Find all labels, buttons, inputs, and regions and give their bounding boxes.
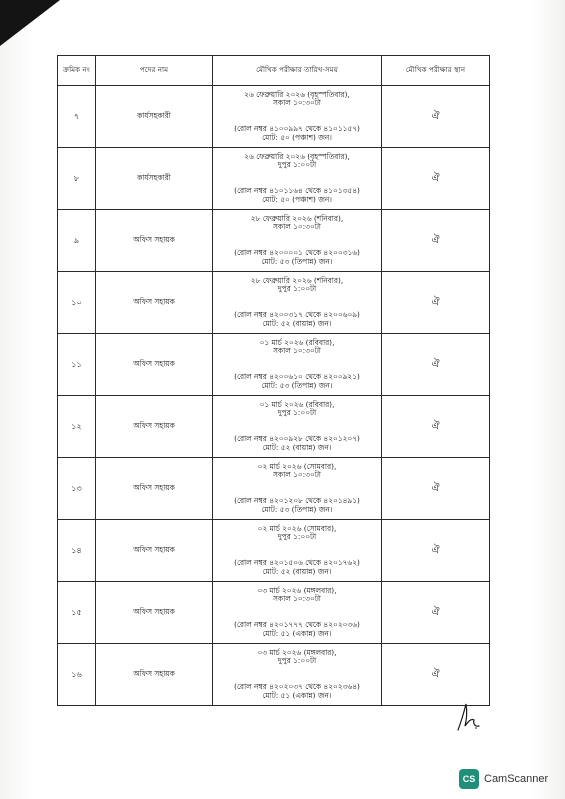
row-post: কার্যসহকারী bbox=[96, 86, 213, 148]
table-row bbox=[58, 644, 490, 706]
row-serial: ১২ bbox=[58, 396, 96, 458]
row-time: দুপুর ১:০০টা bbox=[277, 532, 317, 542]
row-time: সকাল ১০:৩০টা bbox=[273, 594, 321, 604]
row-venue: ঐ bbox=[382, 644, 490, 706]
row-datetime bbox=[213, 148, 382, 210]
row-date: ০৩ মার্চ ২০২৬ (মঙ্গলবার), bbox=[257, 647, 337, 657]
row-serial: ৮ bbox=[58, 148, 96, 210]
row-post: অফিস সহায়ক bbox=[96, 396, 213, 458]
row-date: ০২ মার্চ ২০২৬ (সোমবার), bbox=[257, 523, 337, 533]
row-date: ০১ মার্চ ২০২৬ (রবিবার), bbox=[259, 337, 335, 347]
row-time: সকাল ১০:৩০টা bbox=[273, 346, 321, 356]
row-time: সকাল ১০:৩০টা bbox=[273, 98, 321, 108]
row-post: অফিস সহায়ক bbox=[96, 272, 213, 334]
table-row bbox=[58, 520, 490, 582]
row-roll-range: (রোল নম্বর ৪২০০৩১৭ থেকে ৪২০০৬০৯) bbox=[234, 310, 360, 320]
camscanner-logo-icon: CS bbox=[459, 769, 479, 789]
row-venue: ঐ bbox=[382, 148, 490, 210]
row-time: দুপুর ১:০০টা bbox=[277, 160, 317, 170]
camscanner-name: CamScanner bbox=[484, 773, 549, 785]
row-post: অফিস সহায়ক bbox=[96, 582, 213, 644]
header-row bbox=[58, 56, 490, 86]
row-serial: ৯ bbox=[58, 210, 96, 272]
row-time: দুপুর ১:০০টা bbox=[277, 656, 317, 666]
row-post: কার্যসহকারী bbox=[96, 148, 213, 210]
table-row bbox=[58, 334, 490, 396]
row-roll-range: (রোল নম্বর ৪২০১২০৮ থেকে ৪২০১৪৯১) bbox=[234, 496, 360, 506]
row-date: ২৮ ফেব্রুয়ারি ২০২৬ (শনিবার), bbox=[250, 275, 344, 285]
row-datetime bbox=[213, 396, 382, 458]
row-total: মোট: ৫২ (বায়ান্ন) জন। bbox=[262, 442, 332, 452]
row-post: অফিস সহায়ক bbox=[96, 210, 213, 272]
table-row bbox=[58, 86, 490, 148]
row-total: মোট: ৫২ (বায়ান্ন) জন। bbox=[262, 318, 332, 328]
header-venue: মৌখিক পরীক্ষার স্থান bbox=[382, 56, 490, 86]
row-post: অফিস সহায়ক bbox=[96, 520, 213, 582]
row-total: মোট: ৫১ (একান্ন) জন। bbox=[262, 690, 332, 700]
row-roll-range: (রোল নম্বর ৪২০০৯২৮ থেকে ৪২০১২০৭) bbox=[234, 434, 360, 444]
row-datetime bbox=[213, 86, 382, 148]
handwritten-signature bbox=[452, 700, 482, 736]
camscanner-watermark bbox=[459, 769, 548, 789]
header-serial: ক্রমিক নং bbox=[58, 56, 96, 86]
row-date: ২৮ ফেব্রুয়ারি ২০২৬ (শনিবার), bbox=[250, 213, 344, 223]
row-roll-range: (রোল নম্বর ৪২০২০৩৭ থেকে ৪২০২৩৬৪) bbox=[234, 682, 360, 692]
row-total: মোট: ৫৩ (তিপান্ন) জন। bbox=[261, 504, 333, 514]
table-row bbox=[58, 458, 490, 520]
row-total: মোট: ৫১ (একান্ন) জন। bbox=[262, 628, 332, 638]
row-total: মোট: ৫২ (বায়ান্ন) জন। bbox=[262, 566, 332, 576]
row-serial: ১৩ bbox=[58, 458, 96, 520]
table-row bbox=[58, 148, 490, 210]
row-serial: ১৪ bbox=[58, 520, 96, 582]
row-date: ০২ মার্চ ২০২৬ (সোমবার), bbox=[257, 461, 337, 471]
row-venue: ঐ bbox=[382, 582, 490, 644]
row-total: মোট: ৫০ (পঞ্চাশ) জন। bbox=[262, 194, 332, 204]
table-row bbox=[58, 272, 490, 334]
row-post: অফিস সহায়ক bbox=[96, 644, 213, 706]
table-body bbox=[58, 86, 490, 706]
table-row bbox=[58, 396, 490, 458]
row-total: মোট: ৫৩ (তিপান্ন) জন। bbox=[261, 380, 333, 390]
row-venue: ঐ bbox=[382, 334, 490, 396]
row-roll-range: (রোল নম্বর ৪২০১৫০৬ থেকে ৪২০১৭৬২) bbox=[234, 558, 360, 568]
interview-schedule-table bbox=[57, 55, 490, 706]
header-datetime: মৌখিক পরীক্ষার তারিখ-সময় bbox=[213, 56, 382, 86]
row-serial: ১১ bbox=[58, 334, 96, 396]
row-date: ০১ মার্চ ২০২৬ (রবিবার), bbox=[259, 399, 335, 409]
row-post: অফিস সহায়ক bbox=[96, 334, 213, 396]
row-venue: ঐ bbox=[382, 272, 490, 334]
row-datetime bbox=[213, 644, 382, 706]
table-row bbox=[58, 582, 490, 644]
row-date: ২৬ ফেব্রুয়ারি ২০২৬ (বৃহস্পতিবার), bbox=[244, 151, 350, 161]
row-venue: ঐ bbox=[382, 458, 490, 520]
row-datetime bbox=[213, 334, 382, 396]
row-datetime bbox=[213, 582, 382, 644]
row-time: দুপুর ১:০০টা bbox=[277, 408, 317, 418]
row-post: অফিস সহায়ক bbox=[96, 458, 213, 520]
row-serial: ৭ bbox=[58, 86, 96, 148]
row-total: মোট: ৫০ (পঞ্চাশ) জন। bbox=[262, 132, 332, 142]
row-venue: ঐ bbox=[382, 520, 490, 582]
row-venue: ঐ bbox=[382, 396, 490, 458]
row-date: ০৩ মার্চ ২০২৬ (মঙ্গলবার), bbox=[257, 585, 337, 595]
row-serial: ১৫ bbox=[58, 582, 96, 644]
row-serial: ১০ bbox=[58, 272, 96, 334]
row-datetime bbox=[213, 458, 382, 520]
header-post: পদের নাম bbox=[96, 56, 213, 86]
row-datetime bbox=[213, 210, 382, 272]
row-serial: ১৬ bbox=[58, 644, 96, 706]
row-time: সকাল ১০:৩০টা bbox=[273, 222, 321, 232]
table-row bbox=[58, 210, 490, 272]
row-total: মোট: ৫৩ (তিপান্ন) জন। bbox=[261, 256, 333, 266]
row-datetime bbox=[213, 272, 382, 334]
row-date: ২৬ ফেব্রুয়ারি ২০২৬ (বৃহস্পতিবার), bbox=[244, 89, 350, 99]
row-roll-range: (রোল নম্বর ৪১০১১৬৪ থেকে ৪১০১৩৫৪) bbox=[234, 186, 360, 196]
row-roll-range: (রোল নম্বর ৪১০০৯৯৭ থেকে ৪১০১১৫৭) bbox=[234, 124, 360, 134]
row-time: সকাল ১০:৩০টা bbox=[273, 470, 321, 480]
row-venue: ঐ bbox=[382, 86, 490, 148]
table-header bbox=[58, 56, 490, 86]
row-roll-range: (রোল নম্বর ৪২০০০০১ থেকে ৪২০০৩১৬) bbox=[234, 248, 360, 258]
scan-corner-shadow bbox=[0, 0, 60, 46]
row-datetime bbox=[213, 520, 382, 582]
row-venue: ঐ bbox=[382, 210, 490, 272]
row-roll-range: (রোল নম্বর ৪২০১৭৭৭ থেকে ৪২০২০৩৬) bbox=[234, 620, 360, 630]
row-roll-range: (রোল নম্বর ৪২০০৬১০ থেকে ৪২০০৯২১) bbox=[234, 372, 360, 382]
row-time: দুপুর ১:০০টা bbox=[277, 284, 317, 294]
